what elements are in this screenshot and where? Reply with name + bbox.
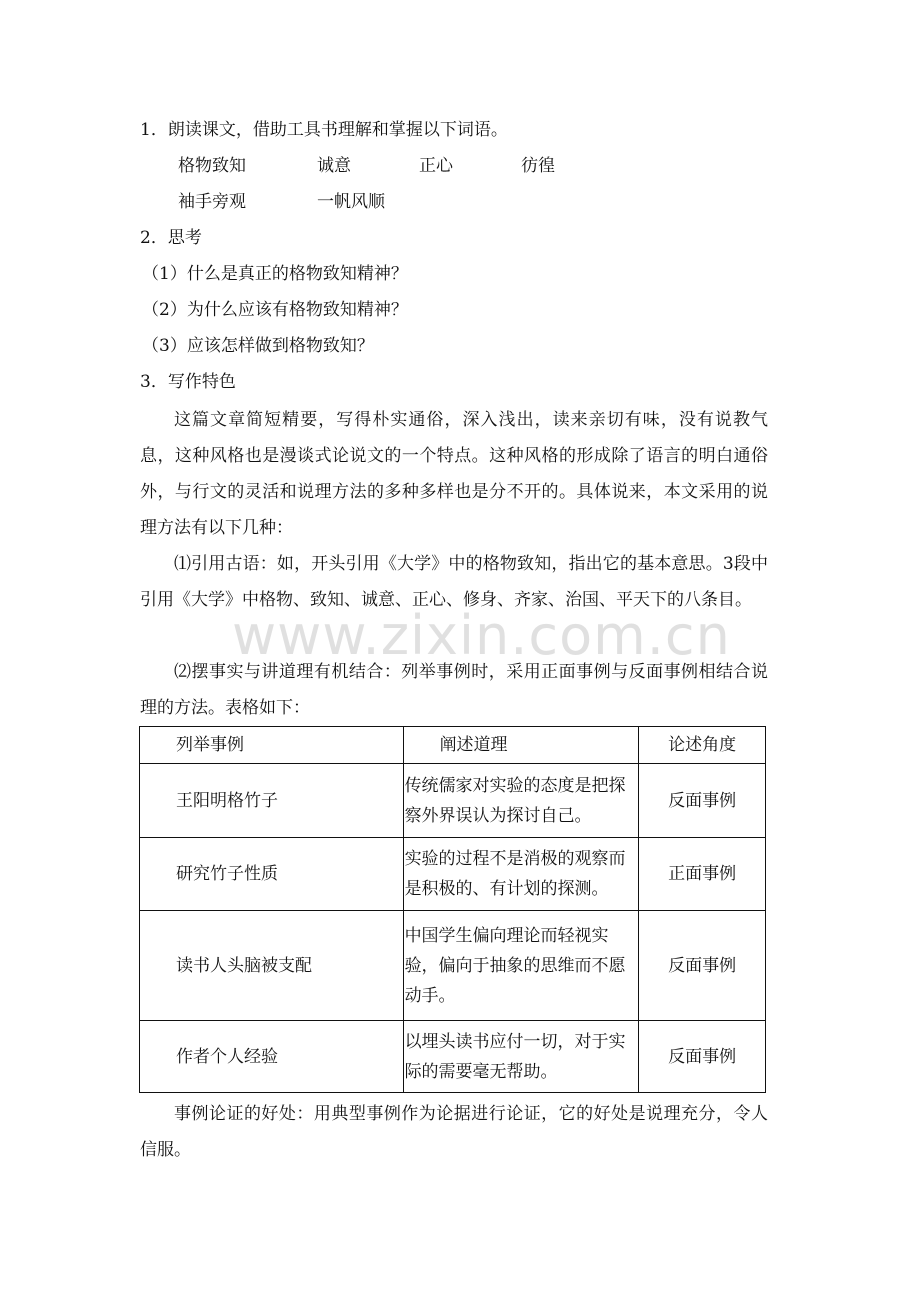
table-cell-reason: 传统儒家对实验的态度是把探察外界误认为探讨自己。 bbox=[403, 764, 639, 838]
table-header-row bbox=[140, 727, 766, 764]
table-cell-reason: 以埋头读书应付一切，对于实际的需要毫无帮助。 bbox=[403, 1021, 639, 1093]
table-header-cell: 论述角度 bbox=[639, 727, 766, 764]
table-cell-reason: 中国学生偏向理论而轻视实验，偏向于抽象的思维而不愿动手。 bbox=[403, 911, 639, 1021]
watermark: www.zixin.com.cn bbox=[232, 604, 731, 667]
question-2-sub: （2）为什么应该有格物致知精神？ bbox=[142, 300, 408, 320]
table-header-cell: 列举事例 bbox=[140, 727, 404, 764]
table-cell-example: 作者个人经验 bbox=[140, 1021, 404, 1093]
paragraph-writing-style: 这篇文章简短精要，写得朴实通俗，深入浅出，读来亲切有味，没有说教气息，这种风格也是漫谈式论说文的一个特点。这种风格的形成除了语言的明白通俗外，与行文的灵活和说理方法的多种多样也是分不开的。具体说来，本文采用的说理方法有以下几种： bbox=[140, 410, 768, 538]
table-cell-angle: 正面事例 bbox=[639, 838, 766, 911]
table-row bbox=[140, 764, 766, 838]
question-2-sub: （3）应该怎样做到格物致知？ bbox=[142, 336, 374, 356]
table-header-cell: 阐述道理 bbox=[403, 727, 639, 764]
paragraph-quotation: ⑴引用古语：如，开头引用《大学》中的格物致知，指出它的基本意思。3段中引用《大学》中格物、致知、诚意、正心、修身、齐家、治国、平天下的八条目。 bbox=[140, 554, 768, 610]
paragraph-example-benefit: 事例论证的好处：用典型事例作为论据进行论证，它的好处是说理充分，令人信服。 bbox=[140, 1104, 768, 1160]
table-row bbox=[140, 1021, 766, 1093]
table-row bbox=[140, 911, 766, 1021]
table-row bbox=[140, 838, 766, 911]
examples-table bbox=[139, 726, 766, 1093]
vocab-word: 格物致知 bbox=[178, 156, 246, 176]
question-3-title: 3．写作特色 bbox=[140, 372, 236, 392]
paragraph-facts: ⑵摆事实与讲道理有机结合：列举事例时，采用正面事例与反面事例相结合说理的方法。表格如下： bbox=[140, 662, 768, 718]
vocab-word: 彷徨 bbox=[521, 156, 555, 176]
table-cell-angle: 反面事例 bbox=[639, 1021, 766, 1093]
vocab-word: 袖手旁观 bbox=[178, 192, 246, 212]
table-cell-example: 研究竹子性质 bbox=[140, 838, 404, 911]
table-cell-angle: 反面事例 bbox=[639, 911, 766, 1021]
question-1-title: 1．朗读课文，借助工具书理解和掌握以下词语。 bbox=[140, 120, 508, 140]
table-cell-example: 王阳明格竹子 bbox=[140, 764, 404, 838]
question-2-sub: （1）什么是真正的格物致知精神？ bbox=[142, 264, 408, 284]
table-cell-example: 读书人头脑被支配 bbox=[140, 911, 404, 1021]
vocab-word: 一帆风顺 bbox=[317, 192, 385, 212]
question-2-title: 2．思考 bbox=[140, 228, 202, 248]
table-cell-reason: 实验的过程不是消极的观察而是积极的、有计划的探测。 bbox=[403, 838, 639, 911]
table-cell-angle: 反面事例 bbox=[639, 764, 766, 838]
vocab-word: 诚意 bbox=[317, 156, 351, 176]
vocab-word: 正心 bbox=[419, 156, 453, 176]
